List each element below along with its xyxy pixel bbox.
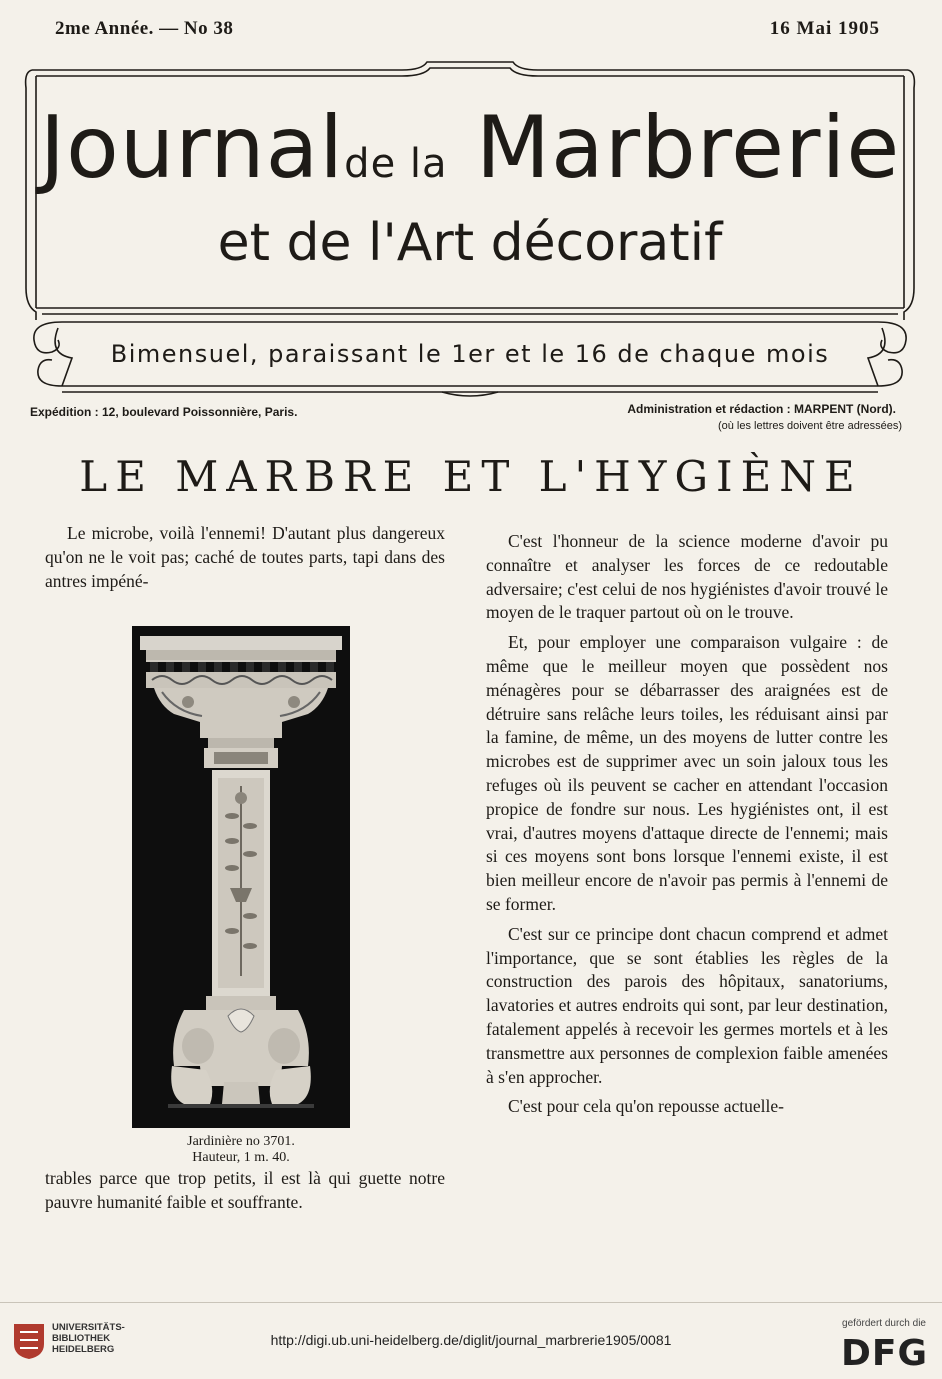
paragraph-science: C'est l'honneur de la science moderne d'avoir pu connaître et analyser les forces de ce redoutable adversaire; c'est celui de nos hygiénistes d'avoir trouvé le moyen de le traquer partout où on le trouve. xyxy=(486,531,888,623)
administration-address: Administration et rédaction : MARPENT (Nord). xyxy=(627,402,896,416)
library-name-line1: UNIVERSITÄTS- xyxy=(52,1322,125,1333)
continuation-paragraph: trables parce que trop petits, il est là qui guette notre pauvre humanité faible et souffrante. xyxy=(45,1168,445,1212)
issue-date: 16 Mai 1905 xyxy=(769,18,880,39)
jardiniere-photo xyxy=(132,626,350,1128)
journal-title xyxy=(22,98,918,214)
right-column xyxy=(486,530,888,1125)
paragraph-comparison: Et, pour employer une comparaison vulgaire : de même que le meilleur moyen que possèdent nos ménagères pour se débarrasser des araignées est de détruire sans relâche leurs toiles, les réduisant ainsi par la famine, de même, un des moyens de lutter contre les microbes est de supprimer avec un soin jaloux tous les refuges où ils peuvent se cacher en attendant l'occasion propice de fondre sur nous. Les hygiénistes ont, il est vrai, d'autres moyens d'attaque directe de l'ennemi; mais si ces moyens sont bons lorsque l'ennemi existe, il est bien meilleur encore de n'avoir pas permis à l'ennemi de se former. xyxy=(486,632,888,914)
left-column-continuation xyxy=(45,1167,445,1215)
caption-height: Hauteur, 1 m. 40. xyxy=(192,1150,290,1165)
journal-title-part1: Journal xyxy=(39,98,345,198)
left-column-intro xyxy=(45,522,445,593)
masthead xyxy=(22,58,918,398)
issue-number: 2me Année. — No 38 xyxy=(55,18,234,39)
paragraph-conclusion: C'est pour cela qu'on repousse actuelle- xyxy=(508,1096,785,1117)
intro-paragraph: Le microbe, voilà l'ennemi! D'autant plus dangereux qu'on ne le voit pas; caché de toutes parts, tapi dans des antres impéné- xyxy=(45,523,445,591)
dfg-logo[interactable]: DFG xyxy=(840,1333,928,1374)
source-url-link[interactable]: http://digi.ub.uni-heidelberg.de/diglit/journal_marbrerie1905/0081 xyxy=(270,1332,672,1348)
photo-caption xyxy=(132,1134,350,1166)
expedition-address: Expédition : 12, boulevard Poissonnière, Paris. xyxy=(30,405,298,419)
funding-note: gefördert durch die xyxy=(842,1318,926,1329)
administration-note: (où les lettres doivent être adressées) xyxy=(717,420,902,432)
periodicity-line: Bimensuel, paraissant le 1er et le 16 de chaque mois xyxy=(110,340,830,368)
article-title: LE MARBRE ET L'HYGIÈNE xyxy=(79,452,863,501)
journal-title-part2: Marbrerie xyxy=(475,98,901,198)
library-name-line3: HEIDELBERG xyxy=(52,1344,115,1355)
caption-model: Jardinière no 3701. xyxy=(187,1134,295,1149)
jardiniere-illustration xyxy=(132,626,350,1128)
journal-title-de-la: de la xyxy=(344,141,448,187)
journal-subtitle: et de l'Art décoratif xyxy=(217,213,723,273)
footer-divider xyxy=(0,1302,942,1303)
library-name-line2: BIBLIOTHEK xyxy=(52,1333,111,1344)
paragraph-principle: C'est sur ce principe dont chacun comprend et admet l'importance, que se sont établies les règles de la construction des parois des hôpitaux, sanatoriums, lavatories et autres endroits qui sont, par leur destination, fatalement appelés à recevoir les germes mortels et à les transmettre aux personnes de complexion faible amenées à s'en approcher. xyxy=(486,923,888,1087)
